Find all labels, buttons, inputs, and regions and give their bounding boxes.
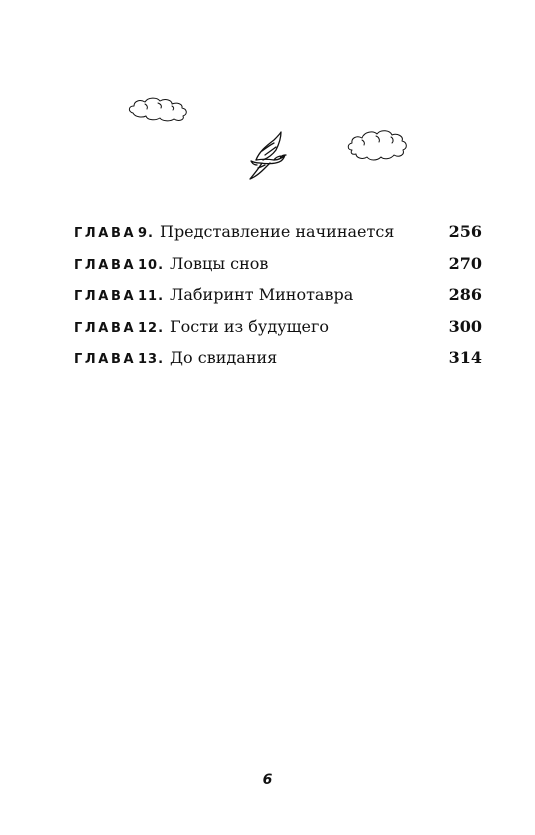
chapter-number: 12. bbox=[138, 320, 165, 336]
chapter-title: Представление начинается bbox=[159, 222, 395, 241]
chapter-label: ГЛАВА bbox=[74, 289, 137, 304]
chapter-title: До свидания bbox=[170, 348, 278, 367]
table-of-contents bbox=[74, 222, 482, 380]
chapter-page-number: 300 bbox=[448, 316, 482, 336]
toc-entry bbox=[74, 285, 482, 317]
chapter-label: ГЛАВА bbox=[74, 320, 137, 336]
chapter-page-number: 256 bbox=[448, 222, 482, 241]
toc-entry bbox=[74, 222, 482, 254]
sky-illustration bbox=[0, 0, 535, 200]
chapter-title: Гости из будущего bbox=[170, 316, 329, 336]
cloud-right-icon bbox=[348, 131, 406, 160]
chapter-title: Лабиринт Минотавра bbox=[170, 285, 354, 304]
chapter-title: Ловцы снов bbox=[170, 253, 269, 273]
page-number: 6 bbox=[262, 772, 273, 788]
chapter-page-number: 270 bbox=[448, 253, 482, 273]
bird-icon bbox=[250, 132, 286, 179]
cloud-left-icon bbox=[129, 98, 186, 121]
chapter-number: 9. bbox=[138, 226, 154, 241]
chapter-page-number: 286 bbox=[448, 285, 482, 304]
chapter-label: ГЛАВА bbox=[74, 226, 137, 241]
chapter-page-number: 314 bbox=[448, 348, 482, 367]
chapter-number: 13. bbox=[138, 352, 165, 367]
chapter-label: ГЛАВА bbox=[74, 352, 137, 367]
toc-entry bbox=[74, 348, 482, 380]
chapter-number: 11. bbox=[138, 289, 165, 304]
chapter-label: ГЛАВА bbox=[74, 257, 137, 273]
toc-entry bbox=[74, 317, 482, 349]
toc-entry bbox=[74, 254, 482, 286]
chapter-number: 10. bbox=[138, 257, 165, 273]
